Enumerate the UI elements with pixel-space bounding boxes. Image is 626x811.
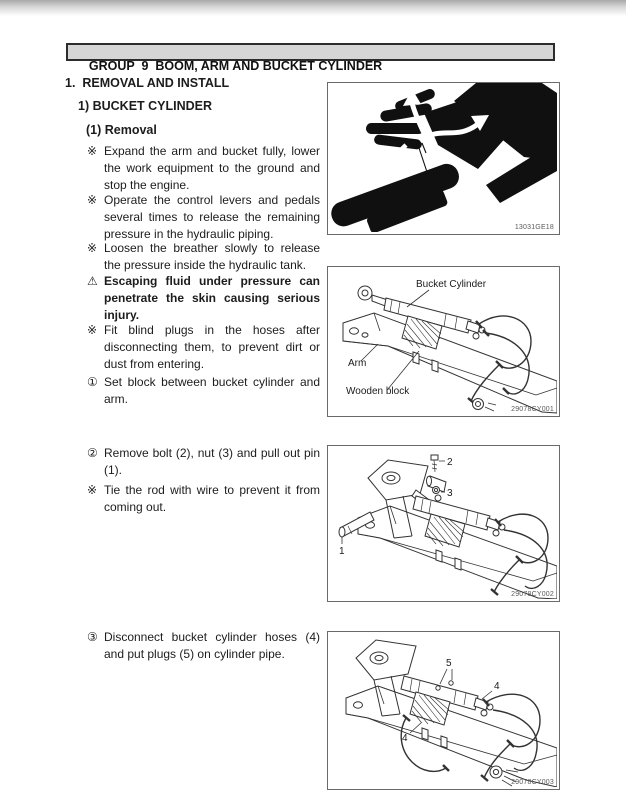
callout-2: 2 [447, 457, 453, 468]
label-wooden-block: Wooden block [346, 386, 410, 397]
note-marker-icon: ※ [87, 193, 98, 207]
step-2-remove-bolt [87, 445, 320, 479]
section-heading-removal-install: 1. REMOVAL AND INSTALL [65, 76, 230, 90]
label-arm: Arm [348, 358, 367, 369]
circled-2-icon: ② [87, 446, 98, 460]
step-note-tie-rod [87, 482, 320, 516]
step-text: Remove bolt (2), nut (3) and pull out pin (1). [104, 446, 320, 477]
figure-code: 13031GE18 [514, 224, 554, 231]
step-note-fit-blind-plugs [87, 322, 320, 373]
subsection-removal: (1) Removal [86, 123, 157, 137]
step-text: Loosen the breather slowly to release the pressure inside the hydraulic tank. [104, 241, 320, 272]
figure-remove-pin [327, 445, 560, 602]
note-marker-icon: ※ [87, 323, 98, 337]
callout-1: 1 [339, 546, 345, 557]
subsection-bucket-cylinder: 1) BUCKET CYLINDER [78, 99, 213, 113]
callout-5: 5 [446, 658, 452, 669]
note-marker-icon: ※ [87, 241, 98, 255]
note-marker-icon: ※ [87, 483, 98, 497]
figure-safety-hand-spray [327, 82, 560, 235]
hand-silhouette [328, 83, 557, 232]
figure-wooden-block-setup [327, 266, 560, 417]
circled-1-icon: ① [87, 375, 98, 389]
step-text: Expand the arm and bucket fully, lower the work equipment to the ground and stop the engine. [104, 144, 320, 192]
step-text: Fit blind plugs in the hoses after disconnecting them, to prevent dirt or dust from entering. [104, 323, 320, 371]
step-note-operate-levers [87, 192, 320, 243]
step-text: Operate the control levers and pedals several times to release the remaining pressure in the hydraulic piping. [104, 193, 320, 241]
group-header-title: GROUP 9 BOOM, ARM AND BUCKET CYLINDER [88, 59, 383, 73]
step-note-loosen-breather [87, 240, 320, 274]
label-bucket-cylinder: Bucket Cylinder [416, 279, 487, 290]
group-header [66, 43, 555, 73]
step-3-disconnect-hoses [87, 629, 320, 663]
arm-cylinder-drawing [328, 267, 557, 414]
hose-disconnect-drawing [328, 632, 557, 787]
step-text: Tie the rod with wire to prevent it from coming out. [104, 483, 320, 514]
figure-code: 29078CY001 [511, 406, 554, 413]
scan-shadow [0, 0, 626, 16]
step-text: Disconnect bucket cylinder hoses (4) and put plugs (5) on cylinder pipe. [104, 630, 320, 661]
note-marker-icon: ※ [87, 144, 98, 158]
callout-3: 3 [447, 488, 453, 499]
step-text: Set block between bucket cylinder and arm. [104, 375, 320, 406]
circled-3-icon: ③ [87, 630, 98, 644]
safety-hand-illustration [328, 83, 557, 232]
callout-4-right: 4 [494, 681, 500, 692]
figure-disconnect-hoses [327, 631, 560, 790]
figure-code: 29078CY002 [511, 591, 554, 598]
step-note-expand-arm [87, 143, 320, 194]
step-1-set-block [87, 374, 320, 408]
warning-escaping-fluid [87, 273, 320, 324]
warning-text: Escaping fluid under pressure can penetrate the skin causing serious injury. [104, 274, 320, 322]
warning-triangle-icon: ⚠ [87, 274, 98, 288]
pin-removal-drawing [328, 446, 557, 599]
callout-4-left: 4 [402, 733, 408, 744]
figure-code: 29078CY003 [511, 779, 554, 786]
